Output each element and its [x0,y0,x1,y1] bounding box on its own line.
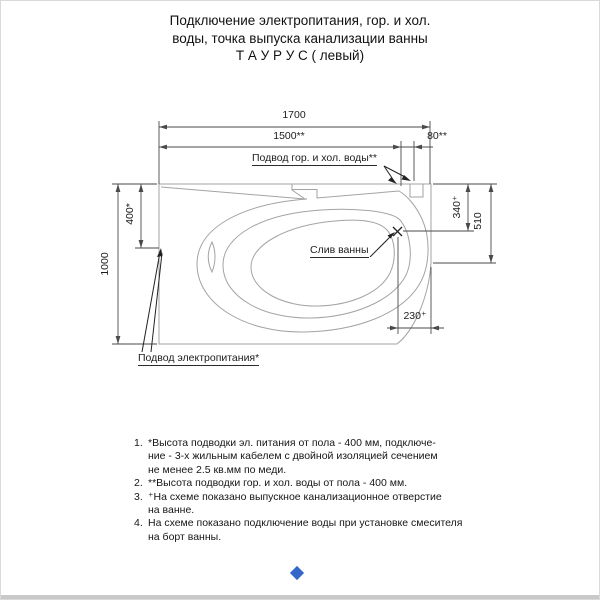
note-3-line-2: на ванне. [148,504,195,517]
dim-height-total: 1000 [99,252,111,276]
note-3-line-1: ⁺На схеме показано выпускное канализационное отверстие [148,490,442,503]
note-4-line-2: на борт ванны. [148,530,222,543]
label-water-supply: Подвод гор. и хол. воды** [252,152,377,164]
label-drain: Слив ванны [310,244,369,256]
leader-arrows [157,175,411,257]
note-4-line-1: На схеме показано подключение воды при установке смесителя [148,517,463,530]
title-line-3: Т А У Р У С ( левый) [235,48,365,63]
note-1-line-3: не менее 2.5 кв.мм по меди. [148,463,287,476]
note-2-line-1: **Высота подводки гор. и хол. воды от пола - 400 мм. [148,477,408,490]
tub-rim-step-left [161,185,305,200]
notes-list [134,437,498,544]
leader-power-2 [151,253,162,352]
left-rim-crescent [208,242,215,272]
power-arrow [157,248,163,257]
title-line-1: Подключение электропитания, гор. и хол. [169,13,431,28]
scan-edge-band [1,595,599,599]
label-power-supply: Подвод электропитания* [138,352,260,364]
note-4 [134,517,498,544]
tub-rim-step-tab [292,190,399,199]
bowl-contour-floor [251,220,394,306]
note-3-number: 3. [134,490,143,503]
dim-width-total: 1700 [282,109,306,121]
tub-faucet-notch [410,185,423,198]
dim-corner-from-top: 510 [472,212,484,230]
dim-drain-from-top: 340⁺ [451,195,463,219]
note-2 [134,477,498,490]
title-line-2: воды, точка выпуска канализации ванны [172,30,428,46]
note-1-number: 1. [134,437,143,449]
dim-water-offset: 80** [427,130,447,142]
note-1-line-1: *Высота подводки эл. питания от пола - 400 мм, подключе- [148,437,436,449]
dim-power-height: 400* [124,203,136,225]
note-2-number: 2. [134,477,143,490]
drain-cross-mark [393,227,402,236]
note-3 [134,491,498,518]
note-1 [134,437,498,477]
note-4-number: 4. [134,517,143,530]
leader-power-1 [142,252,160,352]
note-1-line-2: ние - 3-х жильным кабелем с двойной изоляцией сечением [148,450,438,463]
dim-width-to-water: 1500** [273,130,305,142]
dim-corner-width: 230⁺ [403,310,427,322]
leader-drain [370,236,391,257]
